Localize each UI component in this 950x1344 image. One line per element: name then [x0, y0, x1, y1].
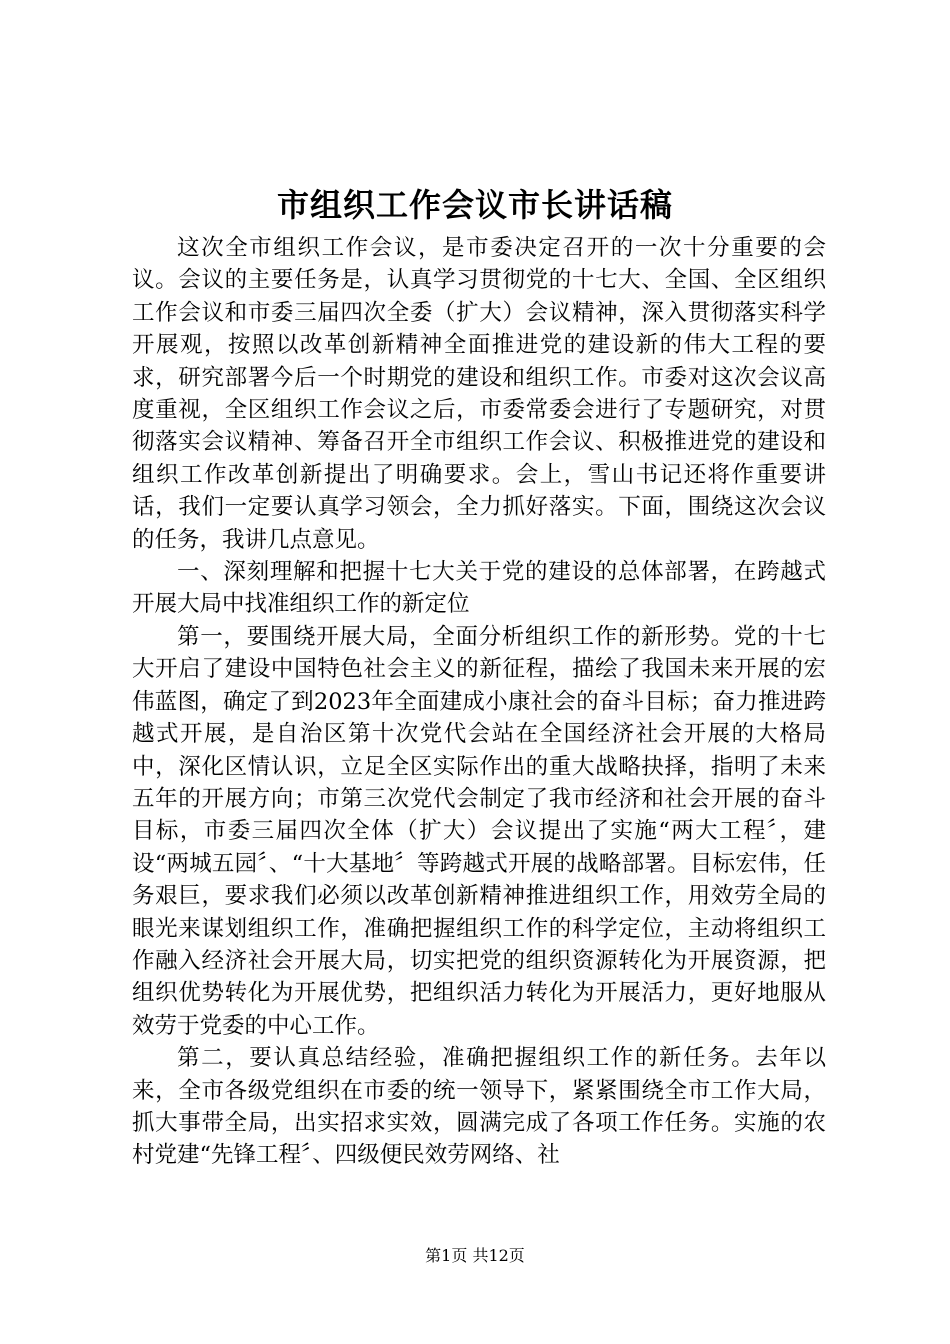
- paragraph-second-point: 第二，要认真总结经验，准确把握组织工作的新任务。去年以来，全市各级党组织在市委的统一领导下，紧紧围绕全市工作大局，抓大事带全局，出实招求实效，圆满完成了各项工作任务。实施的农村党建“先锋工程〞、四级便民效劳网络、社: [132, 1045, 826, 1169]
- document-title: 市组织工作会议市长讲话稿: [276, 186, 673, 224]
- paragraph-intro: 这次全市组织工作会议，是市委决定召开的一次十分重要的会议。会议的主要任务是，认真学习贯彻党的十七大、全国、全区组织工作会议和市委三届四次全委（扩大）会议精神，深入贯彻落实科学开展观，按照以改革创新精神全面推进党的建设新的伟大工程的要求，研究部署今后一个时期党的建设和组织工作。市委对这次会议高度重视，全区组织工作会议之后，市委常委会进行了专题研究，对贯彻落实会议精神、筹备召开全市组织工作会议、积极推进党的建设和组织工作改革创新提出了明确要求。会上，雪山书记还将作重要讲话，我们一定要认真学习领会，全力抓好落实。下面，围绕这次会议的任务，我讲几点意见。: [132, 235, 826, 553]
- paragraph-section-heading: 一、深刻理解和把握十七大关于党的建设的总体部署，在跨越式开展大局中找准组织工作的新定位: [132, 559, 826, 618]
- paragraph-first-point: 第一，要围绕开展大局，全面分析组织工作的新形势。党的十七大开启了建设中国特色社会主义的新征程，描绘了我国未来开展的宏伟蓝图，确定了到2023年全面建成小康社会的奋斗目标；奋力推进跨越式开展，是自治区第十次党代会站在全国经济社会开展的大格局中，深化区情认识，立足全区实际作出的重大战略抉择，指明了未来五年的开展方向；市第三次党代会制定了我市经济和社会开展的奋斗目标，市委三届四次全体（扩大）会议提出了实施“两大工程〞，建设“两城五园〞、“十大基地〞等跨越式开展的战略部署。目标宏伟，任务艰巨，要求我们必须以改革创新精神推进组织工作，用效劳全局的眼光来谋划组织工作，准确把握组织工作的科学定位，主动将组织工作融入经济社会开展大局，切实把党的组织资源转化为开展资源，把组织优势转化为开展优势，把组织活力转化为开展活力，更好地服从效劳于党委的中心工作。: [132, 623, 826, 1039]
- document-body: [132, 232, 826, 1172]
- page-number-footer: 第1页 共12页: [425, 1246, 525, 1265]
